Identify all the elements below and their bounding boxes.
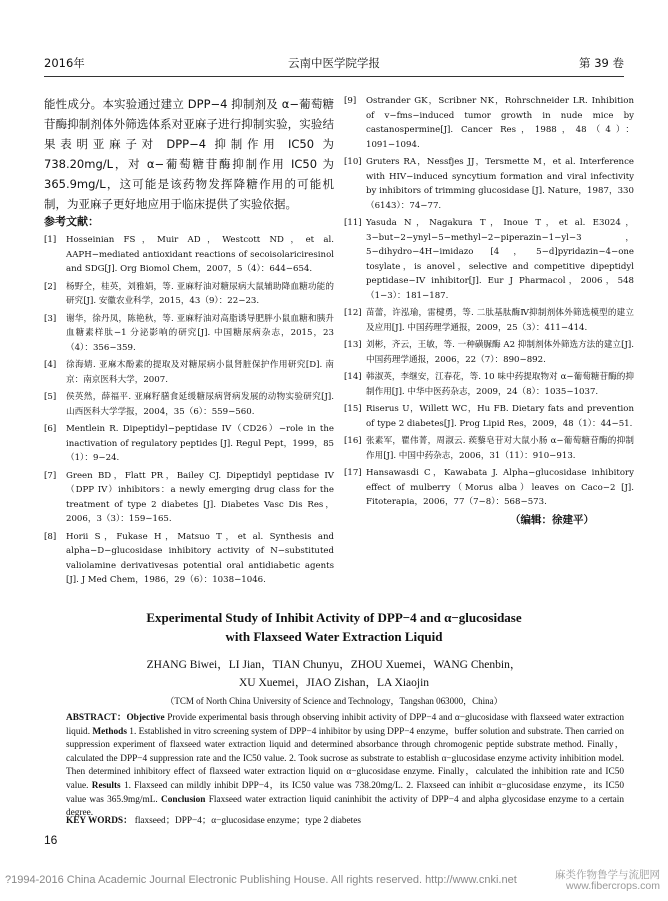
reference-item bbox=[344, 466, 634, 510]
footer bbox=[0, 870, 668, 894]
reference-number: [14] bbox=[344, 372, 362, 382]
reference-number: [16] bbox=[344, 436, 362, 446]
methods-text: 1. Established in vitro screening system of DPP−4 inhibitor by using DPP−4 enzyme，buffer solution and substrate. Then carried on suppression experiment of flaxseed water extraction liquid and determined absorbance through chromogenic peptide substrate method. Finally，calculated the DPP−4 suppression rate and the IC50 value. 2. Took sucrose as substrate to establish α−glucosidase enzyme activity inhibition model. Then determined inhibitory effect of flaxseed water extraction liquid on α−glucosidase enzyme. Finally，calculated the inhibition rate and IC50 value. bbox=[66, 726, 625, 791]
english-title-line2: with Flaxseed Water Extraction Liquid bbox=[225, 629, 443, 644]
authors-line1: ZHANG Biwei，LI Jian，TIAN Chunyu，ZHOU Xuemei，WANG Chenbin， bbox=[146, 659, 522, 671]
reference-text: Riserus U，Willett WC，Hu FB. Dietary fats and prevention of type 2 diabetes[J]. Prog Lipid Res，2009，48（1）：44−51. bbox=[366, 404, 634, 429]
body-paragraph: 能性成分。本实验通过建立 DPP−4 抑制剂及 α−葡萄糖苷酶抑制剂体外筛选体系对亚麻子进行抑制实验，实验结果表明亚麻子对 DPP−4 抑制作用 IC50 为 738.20mg/L，对 α−葡萄糖苷酶抑制作用 IC50 为 365.9mg/L，这可能是该药物发挥降糖作用的可能机制，为亚麻子更好地应用于临床提供了实验依据。 bbox=[44, 97, 334, 211]
reference-text: 张素军，瞿伟菁，周淑云. 蒺藜皂苷对大鼠小肠 α−葡萄糖苷酶的抑制作用[J]. 中国中药杂志，2006，31（11）：910−913. bbox=[366, 436, 634, 461]
references-heading: 参考文献： bbox=[44, 215, 99, 228]
reference-item bbox=[344, 155, 634, 213]
reference-text: Gruters RA，Nessfjes JJ，Tersmette M，et al. Interference with HIV−induced syncytium formation and viral infectivity by inhibitors of trimming glucosidase [J]. Nature，1987，330（6143）：74−77. bbox=[366, 157, 634, 211]
reference-text: 谢华，徐丹凤，陈艳秋，等. 亚麻籽油对高脂诱导肥胖小鼠血糖和胰升血糖素样肽−1 分泌影响的研究[J]. 中国糖尿病杂志，2015，23（4）：356−359. bbox=[66, 313, 334, 353]
authors-line2: XU Xuemei，JIAO Zishan，LA Xiaojin bbox=[238, 677, 430, 689]
reference-text: 韩淑英，李继安，江春花，等. 10 味中药提取物对 α−葡萄糖苷酶的抑制作用[J]. 中华中医药杂志，2009，24（8）：1035−1037. bbox=[366, 372, 634, 397]
reference-text: 徐海婧. 亚麻木酚素的提取及对糖尿病小鼠肾脏保护作用研究[D]. 南京：南京医科大学，2007. bbox=[66, 360, 334, 385]
watermark-line2: www.fibercrops.com bbox=[566, 880, 660, 892]
reference-number: [4] bbox=[44, 360, 57, 370]
reference-text: Horii S，Fukase H，Matsuo T，et al. Synthesis and alpha−D−glucosidase inhibitory activity of N−substituted valiolamine derivativesas potential oral antidiabetic agents [J]. J Med Chem，1986，29（6）：1038−1046. bbox=[66, 531, 334, 585]
reference-item bbox=[344, 338, 634, 367]
header-journal: 云南中医学院学报 bbox=[288, 56, 380, 70]
header-volume: 第 39 卷 bbox=[579, 56, 624, 70]
conclusion-label: Conclusion bbox=[161, 794, 206, 805]
reference-item bbox=[344, 434, 634, 463]
reference-number: [8] bbox=[44, 531, 57, 542]
reference-text: 刘彬，齐云，王敏，等. 一种磺脲酶 A2 抑制剂体外筛选方法的建立[J]. 中国药理学通报，2006，22（7）：890−892. bbox=[366, 340, 634, 365]
results-text: 1. Flaxseed can mildly inhibit DPP−4，its IC50 value was 738.20mg/L. 2. Flaxseed can inhibit α−glucosidase enzyme，its IC50 value was 365.9mg/mL. bbox=[66, 780, 624, 805]
keywords-text: flaxseed；DPP−4；α−glucosidase enzyme；type 2 diabetes bbox=[134, 816, 362, 826]
footer-copyright: ?1994-2016 China Academic Journal Electronic Publishing House. All rights reserved. http://www.cnki.net bbox=[5, 874, 517, 886]
reference-text: Ostrander GK，Scribner NK，Rohrschneider LR. Inhibition of v−fms−induced tumor growth in nude mice by castanospermine[J]. Cancer Res，1988，48（4）：1091−1094. bbox=[366, 96, 634, 150]
reference-number: [1] bbox=[44, 235, 57, 245]
running-header bbox=[44, 55, 624, 71]
reference-number: [6] bbox=[44, 424, 57, 434]
reference-text: Yasuda N，Nagakura T，Inoue T，et al. E3024，3−but−2−ynyl−5−methyl−2−piperazin−1−yl−3，5−dihydro−4H−imidazo [4，5−d]pyridazin−4−one tosylate，is anovel，selective and competitive dipeptidyl peptidase−IV inhibitor[J]. Eur J Pharmacol，2006，548（1−3）：181−187. bbox=[366, 218, 634, 301]
methods-label: Methods bbox=[92, 726, 127, 737]
left-column bbox=[44, 94, 334, 591]
reference-item bbox=[44, 233, 334, 277]
reference-item bbox=[344, 402, 634, 431]
editor-note: （编辑：徐建平） bbox=[510, 513, 594, 526]
english-abstract bbox=[66, 712, 624, 821]
header-rule bbox=[44, 76, 624, 77]
results-label: Results bbox=[91, 780, 121, 791]
keywords bbox=[66, 812, 624, 826]
reference-number: [9] bbox=[344, 96, 357, 106]
page-number: 16 bbox=[44, 833, 58, 847]
reference-item bbox=[44, 358, 334, 387]
reference-item bbox=[344, 306, 634, 335]
conclusion-text: Flaxseed water extraction liquid caninhibit the activity of DPP−4 and alpha glycosidase enzyme to a certain degree. bbox=[66, 794, 624, 819]
references-list-right bbox=[344, 94, 634, 510]
reference-item bbox=[44, 469, 334, 527]
reference-item bbox=[44, 422, 334, 466]
reference-item bbox=[344, 370, 634, 399]
reference-number: [12] bbox=[344, 308, 362, 318]
reference-number: [2] bbox=[44, 281, 57, 292]
reference-number: [7] bbox=[44, 470, 57, 481]
reference-item bbox=[344, 94, 634, 152]
reference-text: Mentlein R. Dipeptidyl−peptidase IV（CD26）−role in the inactivation of regulatory peptides [J]. Regul Pept，1999，85（1）：9−24. bbox=[66, 424, 334, 463]
english-title bbox=[44, 608, 624, 646]
english-authors bbox=[44, 656, 624, 692]
reference-item bbox=[44, 312, 334, 356]
reference-item bbox=[44, 280, 334, 309]
reference-item bbox=[344, 216, 634, 303]
reference-text: 苗蕾，许泓瑜，雷楗勇，等. 二肽基肽酶Ⅳ抑制剂体外筛选模型的建立及应用[J]. 中国药理学通报，2009，25（3）：411−414. bbox=[366, 308, 634, 333]
reference-text: 杨野仝，桂英，刘雅娟，等. 亚麻籽油对糖尿病大鼠辅助降血糖功能的研究[J]. 安徽农业科学，2015，43（9）：22−23. bbox=[66, 281, 334, 306]
abstract-label: ABSTRACT： bbox=[66, 713, 127, 723]
objective-text: Provide experimental basis through observing inhibit activity of DPP−4 and α−glucosidase with flaxseed water extraction liquid. bbox=[66, 713, 624, 737]
reference-number: [5] bbox=[44, 392, 57, 402]
watermark-line1: 麻类作物鲁学与流肥网 bbox=[555, 869, 660, 881]
english-title-line1: Experimental Study of Inhibit Activity of DPP−4 and α−glucosidase bbox=[146, 610, 522, 625]
references-list-left bbox=[44, 233, 334, 588]
reference-item bbox=[44, 530, 334, 588]
reference-text: 侯英然，薛福平. 亚麻籽膳食延缓糖尿病肾病发展的动物实验研究[J]. 山西医科大学学报，2004，35（6）：559−560. bbox=[66, 392, 334, 417]
reference-text: Green BD，Flatt PR，Bailey CJ. Dipeptidyl peptidase IV（DPP IV）inhibitors：a newly emerging drug class for the treatment of type 2 diabetes [J]. Diabetes Vasc Dis Res，2006，3（3）：159−165. bbox=[66, 470, 334, 524]
reference-number: [3] bbox=[44, 313, 57, 324]
reference-number: [17] bbox=[344, 468, 362, 478]
reference-number: [15] bbox=[344, 404, 362, 414]
reference-number: [11] bbox=[344, 218, 362, 228]
reference-item bbox=[44, 390, 334, 419]
reference-number: [13] bbox=[344, 340, 362, 350]
reference-number: [10] bbox=[344, 157, 362, 167]
footer-watermark bbox=[555, 870, 660, 892]
right-column bbox=[344, 94, 634, 528]
header-year: 2016年 bbox=[44, 56, 85, 70]
objective-label: Objective bbox=[126, 713, 165, 723]
reference-text: Hansawasdi C，Kawabata J. Alpha−glucosidase inhibitory effect of mulberry（Morus alba）leaves on Caco−2 [J]. Fitoterapia，2006，77（7−8）：568−573. bbox=[366, 468, 634, 507]
reference-text: Hosseinian FS，Muir AD，Westcott ND，et al. AAPH−mediated antioxidant reactions of secoisolariciresinol and SDG[J]. Org Biomol Chem，2007，5（4）：644−654. bbox=[66, 235, 334, 274]
affiliation: （TCM of North China University of Science and Technology，Tangshan 063000，China） bbox=[165, 696, 503, 706]
keywords-label: KEY WORDS： bbox=[66, 816, 133, 826]
